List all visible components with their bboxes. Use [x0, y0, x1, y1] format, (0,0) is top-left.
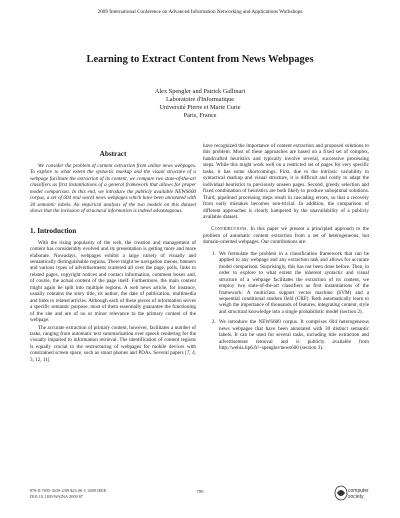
affiliation-university: Université Pierre et Marie Curie	[159, 104, 241, 112]
affiliation-city: Paris, France	[183, 112, 217, 120]
contributions-list	[203, 251, 369, 352]
isbn-line: 978-0-7695-3639-2/09 $25.00 © 2009 IEEE	[30, 488, 107, 493]
abstract-heading: Abstract	[99, 150, 127, 158]
doi-line: DOI 10.1109/WAINA.2009.87	[30, 493, 84, 499]
contributions-text: In this paper we present a principled approach to the problem of automatic content extraction from a set of heterogeneous, but domain-oriented webpages. Our contributions are:	[203, 226, 369, 246]
paper-title: Learning to Extract Content from News Webpages	[86, 54, 314, 65]
affiliation-lab: Laboratoire d'Informatique	[165, 96, 235, 104]
introduction-paragraph-1: With the rising popularity of the web, the creation and management of content has considerably evolved and its presentation is getting more and more elaborate. Nowadays, webpages exhibit a large variety of visually and semantically distinguishable regions. There might be navigation menus, banners and various types of advertisements scattered all over the page, polls, links to related pages, copyright notices and contact information, comment boxes and, of course, the actual content of the page itself. Furthermore, the main content might again be split into multiple regions. A web news article, for instance, usually contains the story title, its author, the date of publication, multimedia and links to related articles. Although each of these pieces of information serves a specific semantic purpose, most of them essentially guarantee the functioning of the site and are of no or minor relevance to the primary content of the webpage.	[30, 239, 196, 324]
contribution-item-1: 1. We formulate the problem in a classification framework that can be applied to any webpage and any extraction task and allows for accurate model comparison. Surprisingly, this has not been done before. Then, in order to explore to what extent the inherent syntactic and visual structure of a webpage facilitates the extraction of its content, we employ two state-of-the-art classifiers as first instantiations of the framework: A multiclass support vector machine (SVM) and a sequential conditional random field (CRF). Both automatically learn to weigh the importance of thousands of features, integrating content, style and structural knowledge into a single probabilistic model (section 2).	[217, 251, 369, 316]
left-column	[30, 150, 196, 363]
contributions-paragraph	[203, 226, 369, 245]
introduction-paragraph-2: The accurate extraction of primary content, however, facilitates a number of tasks, ranging from automatic text summarization over speech rendering for the visually impaired to information retrieval. The identification of content regions is equally crucial to the restructuring of webpages for mobile devices with constrained screen space, such as smart phones and PDAs. Several papers [7, 4, 3, 12, 11]	[30, 324, 196, 363]
page-number: 789	[196, 489, 204, 494]
logo-text-computer: computer	[348, 488, 369, 494]
ieee-computer-society-logo	[334, 482, 374, 504]
author-block	[0, 88, 400, 120]
contribution-item-2: 2. We introduce the NEWS600 corpus. It comprises 604 heterogeneous news webpages that have been annotated with 30 distinct semantic labels. It can be used for several tasks, including title extraction and advertisement removal and is publicly available from http://webia.lip6.fr/~spengler/news600 (section 3).	[217, 319, 369, 351]
right-column-paragraph: have recognized the importance of content extraction and proposed solutions to this problem. Most of these approaches are based on a fixed set of complex, handcrafted heuristics and typically involve several, successive processing steps. While this might work well on a restricted set of pages for very specific tasks, it has some shortcomings. First, due to the intrinsic variability in syntactical markup and visual structure, it is difficult and costly to adapt the individual heuristics to previously unseen pages. Second, greedy selection and fixed combination of heuristics are both likely to produce suboptimal solutions. Third, pipelined processing steps result in cascading errors, so that a recovery from early mistakes becomes non-trivial. In addition, the comparison of different approaches is clearly hampered by the unavailability of a publicly available dataset.	[203, 143, 369, 220]
introduction-heading: 1. Introduction	[30, 226, 77, 235]
right-column	[203, 143, 369, 356]
logo-text-society: society	[348, 494, 364, 500]
contributions-label: Contributions.	[211, 226, 249, 233]
running-head: 2009 International Conference on Advanced Information Networking and Applications Workshops	[97, 9, 303, 15]
abstract-text: We consider the problem of content extraction from online news webpages. To explore to what extent the syntactic markup and the visual structure of a webpage facilitate the extraction of its content, we compare two state-of-the-art classifiers as first instantiations of a general framework that allows for proper model comparison. In this end, we introduce the publicly available NEWS600 corpus, a set of 604 real world news webpages which have been annotated with 30 semantic labels. An empirical analysis of the two models on this dataset shows that the inclusion of structural information is indeed advantageous.	[30, 163, 196, 215]
author-names: Alex Spengler and Patrick Gallinari	[154, 88, 246, 95]
